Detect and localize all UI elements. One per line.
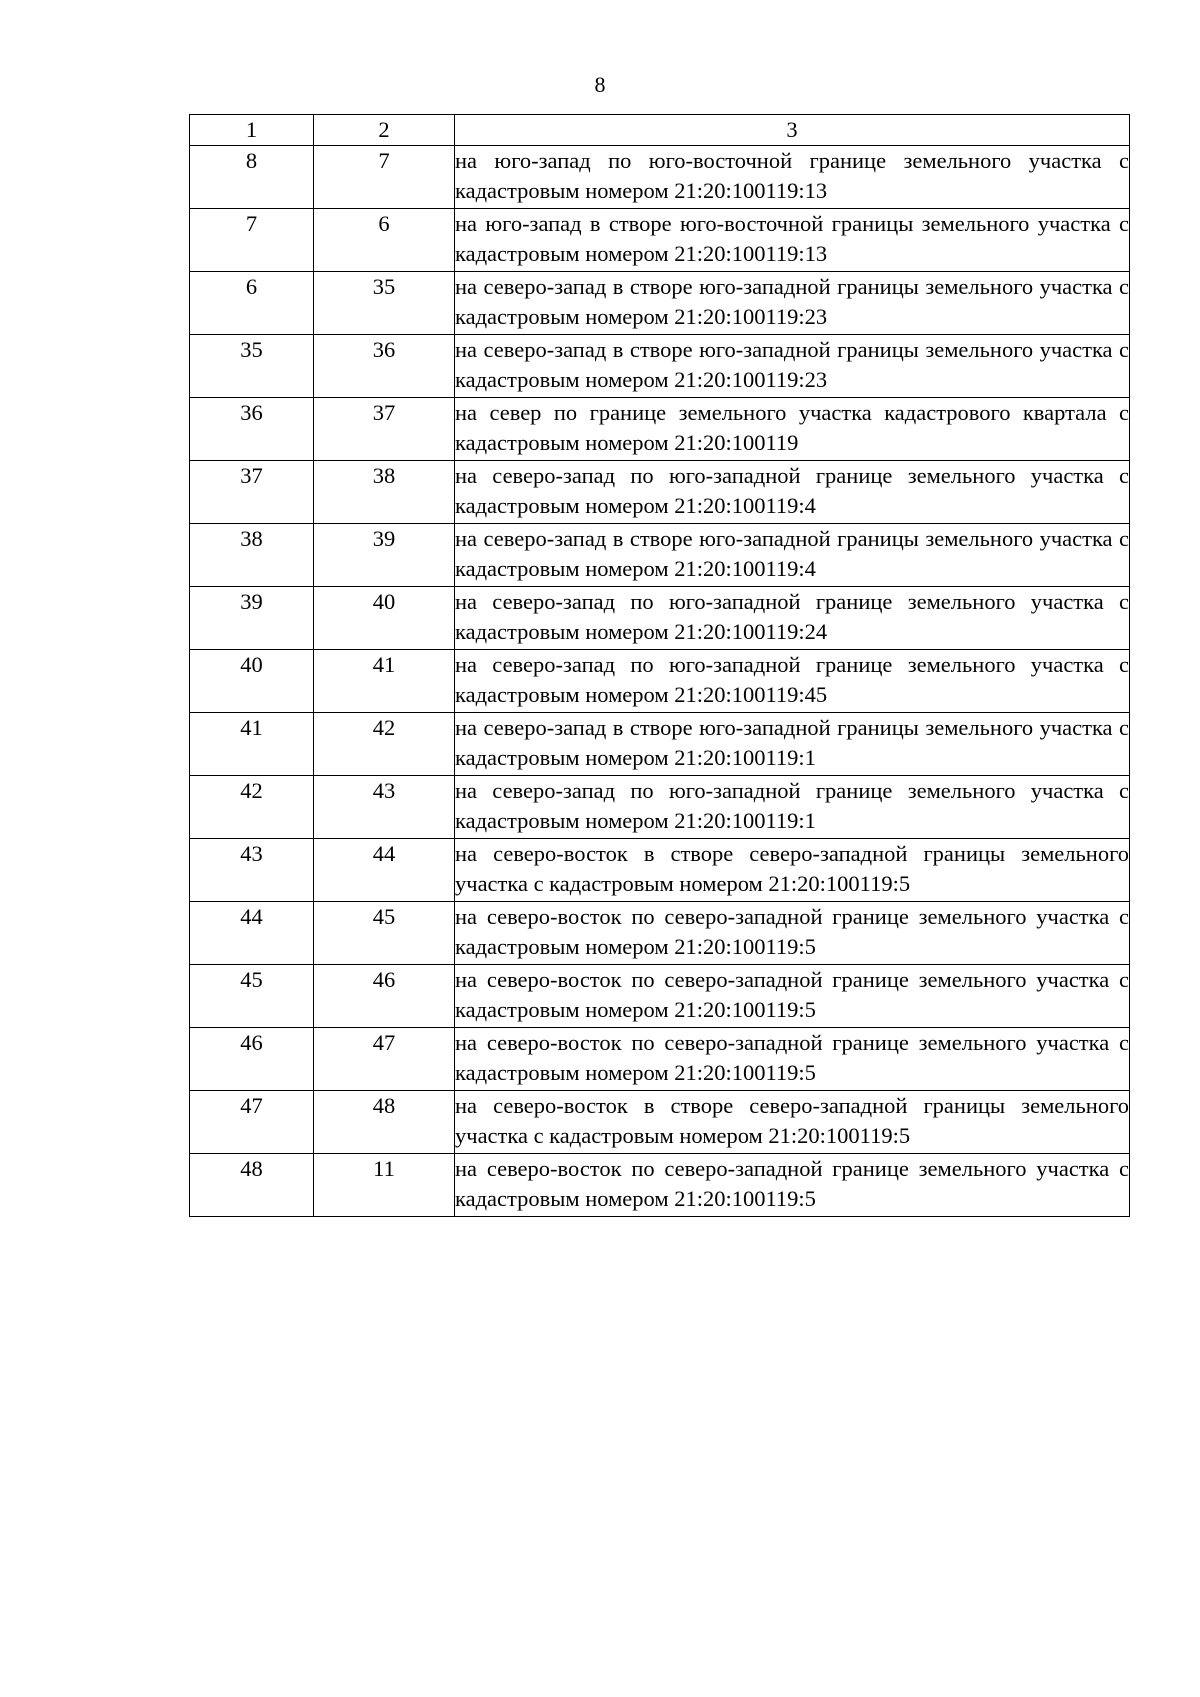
cell-point-to: 40 xyxy=(314,587,455,650)
cell-point-to: 43 xyxy=(314,776,455,839)
cell-description: на север по границе земельного участка кадастрового квартала с кадастровым номером 21:20:100119 xyxy=(455,398,1130,461)
table-row xyxy=(190,1091,1130,1154)
cell-point-to: 45 xyxy=(314,902,455,965)
cell-description: на северо-восток по северо-западной границе земельного участка с кадастровым номером 21:20:100119:5 xyxy=(455,902,1130,965)
cell-point-from: 8 xyxy=(190,146,314,209)
table-header xyxy=(190,115,1130,146)
cell-point-to: 44 xyxy=(314,839,455,902)
cell-point-from: 48 xyxy=(190,1154,314,1217)
table-row xyxy=(190,650,1130,713)
cell-point-from: 47 xyxy=(190,1091,314,1154)
cell-point-to: 6 xyxy=(314,209,455,272)
cell-point-to: 11 xyxy=(314,1154,455,1217)
cell-point-from: 44 xyxy=(190,902,314,965)
table-row xyxy=(190,398,1130,461)
header-row xyxy=(190,115,1130,146)
cell-description: на северо-восток по северо-западной границе земельного участка с кадастровым номером 21:20:100119:5 xyxy=(455,1154,1130,1217)
page-number: 8 xyxy=(594,72,606,97)
table-row xyxy=(190,713,1130,776)
cell-point-to: 7 xyxy=(314,146,455,209)
table-body xyxy=(190,146,1130,1217)
cell-point-to: 37 xyxy=(314,398,455,461)
table-row xyxy=(190,524,1130,587)
cell-description: на юго-запад по юго-восточной границе земельного участка с кадастровым номером 21:20:100119:13 xyxy=(455,146,1130,209)
table-row xyxy=(190,335,1130,398)
table-row xyxy=(190,209,1130,272)
cell-point-from: 38 xyxy=(190,524,314,587)
boundary-table xyxy=(189,114,1130,1217)
cell-point-to: 48 xyxy=(314,1091,455,1154)
cell-point-to: 35 xyxy=(314,272,455,335)
cell-description: на северо-запад по юго-западной границе земельного участка с кадастровым номером 21:20:100119:4 xyxy=(455,461,1130,524)
cell-description: на северо-восток по северо-западной границе земельного участка с кадастровым номером 21:20:100119:5 xyxy=(455,1028,1130,1091)
cell-point-to: 41 xyxy=(314,650,455,713)
table-row xyxy=(190,587,1130,650)
cell-description: на северо-восток по северо-западной границе земельного участка с кадастровым номером 21:20:100119:5 xyxy=(455,965,1130,1028)
table-row xyxy=(190,839,1130,902)
table-row xyxy=(190,965,1130,1028)
cell-description: на северо-запад по юго-западной границе земельного участка с кадастровым номером 21:20:100119:45 xyxy=(455,650,1130,713)
cell-point-to: 38 xyxy=(314,461,455,524)
cell-point-to: 46 xyxy=(314,965,455,1028)
table-row xyxy=(190,272,1130,335)
cell-point-to: 36 xyxy=(314,335,455,398)
cell-description: на северо-запад в створе юго-западной границы земельного участка с кадастровым номером 21:20:100119:1 xyxy=(455,713,1130,776)
cell-point-from: 43 xyxy=(190,839,314,902)
cell-point-from: 46 xyxy=(190,1028,314,1091)
cell-description: на северо-запад в створе юго-западной границы земельного участка с кадастровым номером 21:20:100119:4 xyxy=(455,524,1130,587)
cell-description: на северо-запад по юго-западной границе земельного участка с кадастровым номером 21:20:100119:24 xyxy=(455,587,1130,650)
header-col-1: 1 xyxy=(190,115,314,146)
cell-description: на северо-восток в створе северо-западной границы земельного участка с кадастровым номером 21:20:100119:5 xyxy=(455,839,1130,902)
cell-description: на северо-запад по юго-западной границе земельного участка с кадастровым номером 21:20:100119:1 xyxy=(455,776,1130,839)
cell-description: на юго-запад в створе юго-восточной границы земельного участка с кадастровым номером 21:20:100119:13 xyxy=(455,209,1130,272)
cell-point-to: 42 xyxy=(314,713,455,776)
cell-point-from: 35 xyxy=(190,335,314,398)
cell-point-from: 39 xyxy=(190,587,314,650)
table-row xyxy=(190,461,1130,524)
table-row xyxy=(190,902,1130,965)
cell-point-from: 36 xyxy=(190,398,314,461)
table-row xyxy=(190,1028,1130,1091)
header-col-3: 3 xyxy=(455,115,1130,146)
cell-description: на северо-восток в створе северо-западной границы земельного участка с кадастровым номером 21:20:100119:5 xyxy=(455,1091,1130,1154)
cell-point-from: 42 xyxy=(190,776,314,839)
table-row xyxy=(190,1154,1130,1217)
cell-point-from: 6 xyxy=(190,272,314,335)
cell-point-from: 37 xyxy=(190,461,314,524)
table-row xyxy=(190,776,1130,839)
header-col-2: 2 xyxy=(314,115,455,146)
cell-point-from: 45 xyxy=(190,965,314,1028)
cell-description: на северо-запад в створе юго-западной границы земельного участка с кадастровым номером 21:20:100119:23 xyxy=(455,335,1130,398)
cell-point-to: 47 xyxy=(314,1028,455,1091)
cell-description: на северо-запад в створе юго-западной границы земельного участка с кадастровым номером 21:20:100119:23 xyxy=(455,272,1130,335)
cell-point-from: 40 xyxy=(190,650,314,713)
cell-point-to: 39 xyxy=(314,524,455,587)
cell-point-from: 41 xyxy=(190,713,314,776)
table-row xyxy=(190,146,1130,209)
cell-point-from: 7 xyxy=(190,209,314,272)
